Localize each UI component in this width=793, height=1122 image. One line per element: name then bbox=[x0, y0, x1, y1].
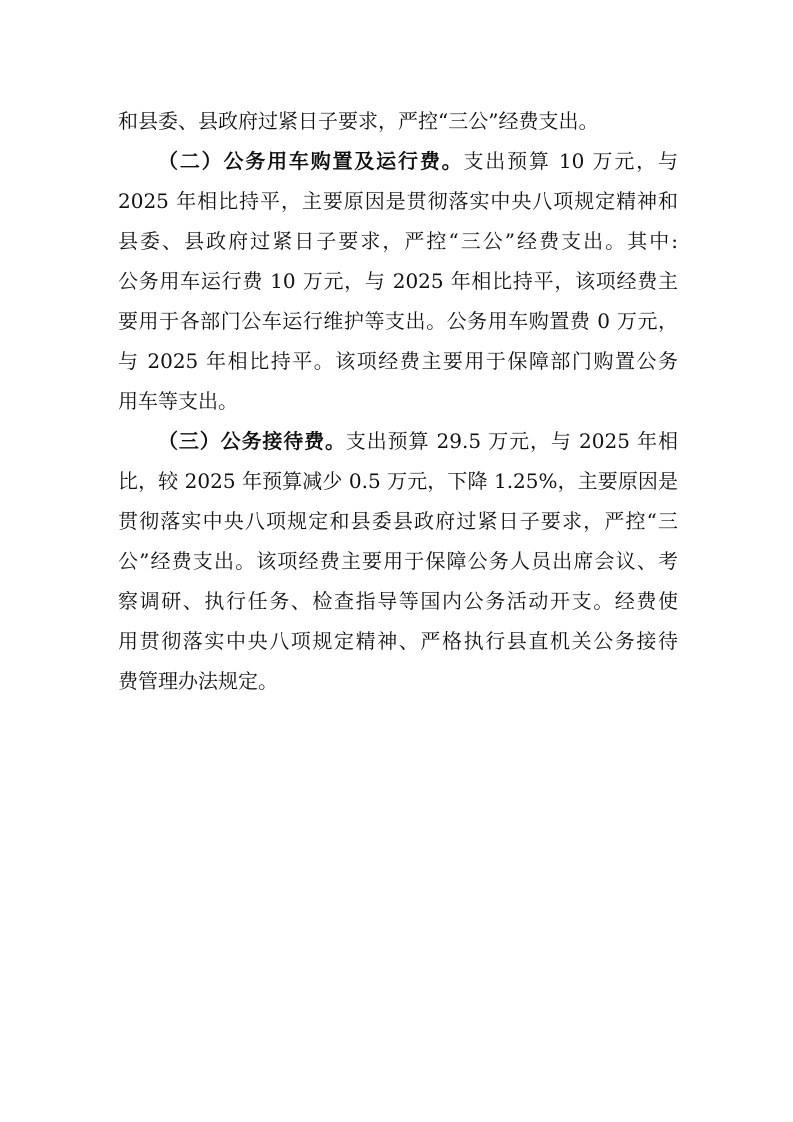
document-body bbox=[118, 101, 678, 701]
paragraph-3-line-2: 比，较 2025 年预算减少 0.5 万元，下降 1.25%，主要原因是 bbox=[118, 469, 678, 493]
paragraph-3-line-1-text: 支出预算 29.5 万元，与 2025 年相 bbox=[345, 429, 679, 453]
paragraph-2-line-3: 县委、县政府过紧日子要求，严控“三公”经费支出。其中: bbox=[118, 229, 678, 253]
paragraph-1-line-1: 和县委、县政府过紧日子要求，严控“三公”经费支出。 bbox=[118, 109, 599, 133]
paragraph-3-line-1 bbox=[118, 421, 678, 461]
paragraph-2-line-1-text: 支出预算 10 万元，与 bbox=[463, 149, 679, 173]
paragraph-2-line-1 bbox=[118, 141, 678, 181]
paragraph-3-line-7: 费管理办法规定。 bbox=[118, 669, 278, 693]
section-heading-vehicle: （二）公务用车购置及运行费。 bbox=[158, 149, 464, 173]
paragraph-2-line-6: 与 2025 年相比持平。该项经费主要用于保障部门购置公务 bbox=[118, 349, 678, 373]
paragraph-2-line-4: 公务用车运行费 10 万元，与 2025 年相比持平，该项经费主 bbox=[118, 269, 678, 293]
paragraph-3-line-3: 贯彻落实中央八项规定和县委县政府过紧日子要求，严控“三 bbox=[118, 509, 678, 533]
paragraph-2-line-5: 要用于各部门公车运行维护等支出。公务用车购置费 0 万元， bbox=[118, 309, 678, 333]
paragraph-3-line-4: 公”经费支出。该项经费主要用于保障公务人员出席会议、考 bbox=[118, 549, 678, 573]
paragraph-3-line-5: 察调研、执行任务、检查指导等国内公务活动开支。经费使 bbox=[118, 589, 678, 613]
paragraph-3-line-6: 用贯彻落实中央八项规定精神、严格执行县直机关公务接待 bbox=[118, 629, 678, 653]
paragraph-2-line-7: 用车等支出。 bbox=[118, 389, 238, 413]
section-heading-reception: （三）公务接待费。 bbox=[158, 429, 346, 453]
paragraph-2-line-2: 2025 年相比持平，主要原因是贯彻落实中央八项规定精神和 bbox=[118, 189, 678, 213]
